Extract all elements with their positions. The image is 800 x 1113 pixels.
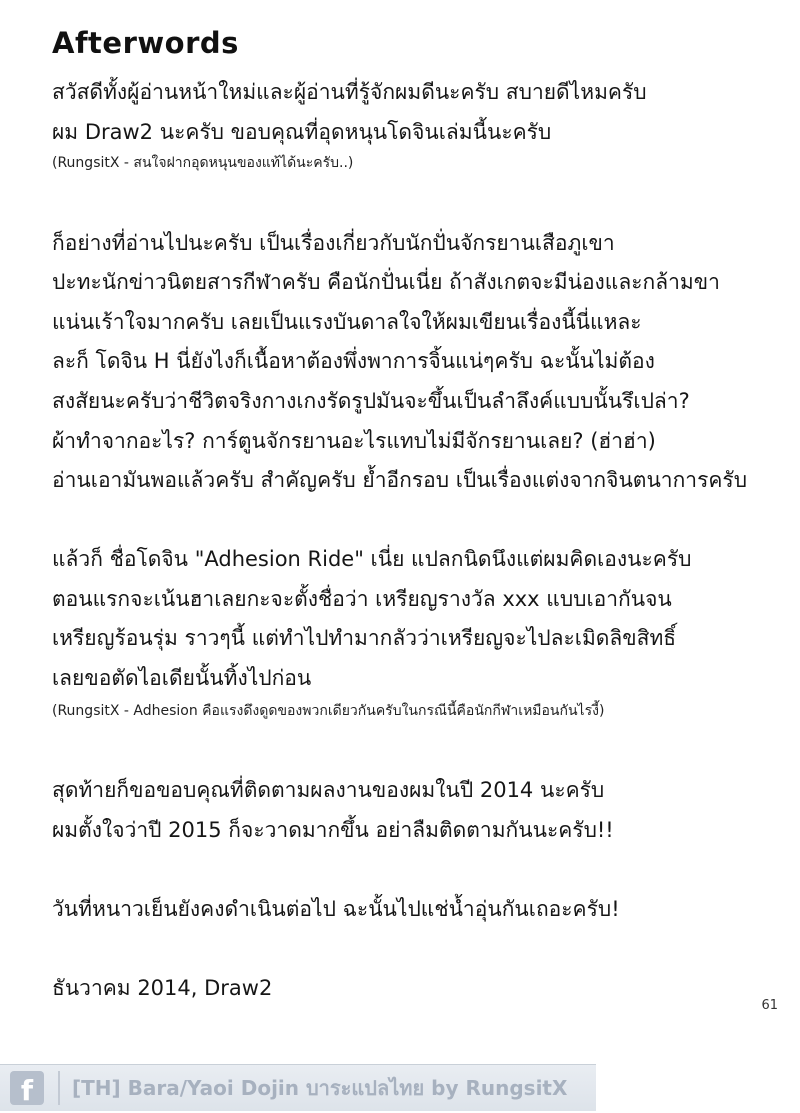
page-title: Afterwords bbox=[52, 26, 239, 60]
text-line: อ่านเอามันพอแล้วครับ สำคัญครับ ย้ำอีกรอบ เป็นเรื่องแต่งจากจินตนาการครับ bbox=[52, 468, 748, 492]
facebook-page-banner bbox=[0, 1064, 596, 1111]
text-line: สุดท้ายก็ขอขอบคุณที่ติดตามผลงานของผมในปี 2014 นะครับ bbox=[52, 778, 605, 802]
facebook-page-name: [TH] Bara/Yaoi Dojin บาระแปลไทย by RungsitX bbox=[72, 1076, 568, 1100]
text-line: ละก็ โดจิน H นี่ยังไงก็เนื้อหาต้องพึ่งพาการจิ้นแน่ๆครับ ฉะนั้นไม่ต้อง bbox=[52, 349, 655, 373]
text-line: วันที่หนาวเย็นยังคงดำเนินต่อไป ฉะนั้นไปแช่น้ำอุ่นกันเถอะครับ! bbox=[52, 897, 620, 921]
signature-line: ธันวาคม 2014, Draw2 bbox=[52, 976, 273, 1000]
text-line: ก็อย่างที่อ่านไปนะครับ เป็นเรื่องเกี่ยวกับนักปั่นจักรยานเสือภูเขา bbox=[52, 231, 615, 255]
footer-divider bbox=[58, 1071, 60, 1105]
text-line: ผม Draw2 นะครับ ขอบคุณที่อุดหนุนโดจินเล่มนี้นะครับ bbox=[52, 120, 552, 144]
facebook-icon: f bbox=[10, 1071, 44, 1105]
text-line: ผมตั้งใจว่าปี 2015 ก็จะวาดมากขึ้น อย่าลืมติดตามกันนะครับ!! bbox=[52, 818, 614, 842]
text-line: ปะทะนักข่าวนิตยสารกีฬาครับ คือนักปั่นเนี่ย ถ้าสังเกตจะมีน่องและกล้ามขา bbox=[52, 270, 720, 294]
text-line: ผ้าทำจากอะไร? การ์ตูนจักรยานอะไรแทบไม่มีจักรยานเลย? (ฮ่าฮ่า) bbox=[52, 429, 656, 453]
text-line: แล้วก็ ชื่อโดจิน "Adhesion Ride" เนี่ย แปลกนิดนึงแต่ผมคิดเองนะครับ bbox=[52, 547, 692, 571]
text-line: สงสัยนะครับว่าชีวิตจริงกางเกงรัดรูปมันจะขึ้นเป็นลำลึงค์แบบนั้นรึเปล่า? bbox=[52, 389, 690, 413]
text-line: ตอนแรกจะเน้นฮาเลยกะจะตั้งชื่อว่า เหรียญรางวัล xxx แบบเอากันจน bbox=[52, 587, 672, 611]
text-line: สวัสดีทั้งผู้อ่านหน้าใหม่และผู้อ่านที่รู้จักผมดีนะครับ สบายดีไหมครับ bbox=[52, 80, 647, 104]
text-line: เลยขอตัดไอเดียนั้นทิ้งไปก่อน bbox=[52, 666, 312, 690]
text-line: เหรียญร้อนรุ่ม ราวๆนี้ แต่ทำไปทำมากลัวว่าเหรียญจะไปละเมิดลิขสิทธิ์ bbox=[52, 626, 677, 650]
text-line: แน่นเร้าใจมากครับ เลยเป็นแรงบันดาลใจให้ผมเขียนเรื่องนี้นี่แหละ bbox=[52, 310, 642, 334]
translator-note: (RungsitX - สนใจฝากอุดหนุนของแท้ได้นะครับ..) bbox=[52, 155, 354, 171]
page-number: 61 bbox=[761, 998, 778, 1013]
translator-note: (RungsitX - Adhesion คือแรงดึงดูดของพวกเดียวกันครับในกรณีนี้คือนักกีฬาเหมือนกันไรงี้) bbox=[52, 703, 605, 719]
